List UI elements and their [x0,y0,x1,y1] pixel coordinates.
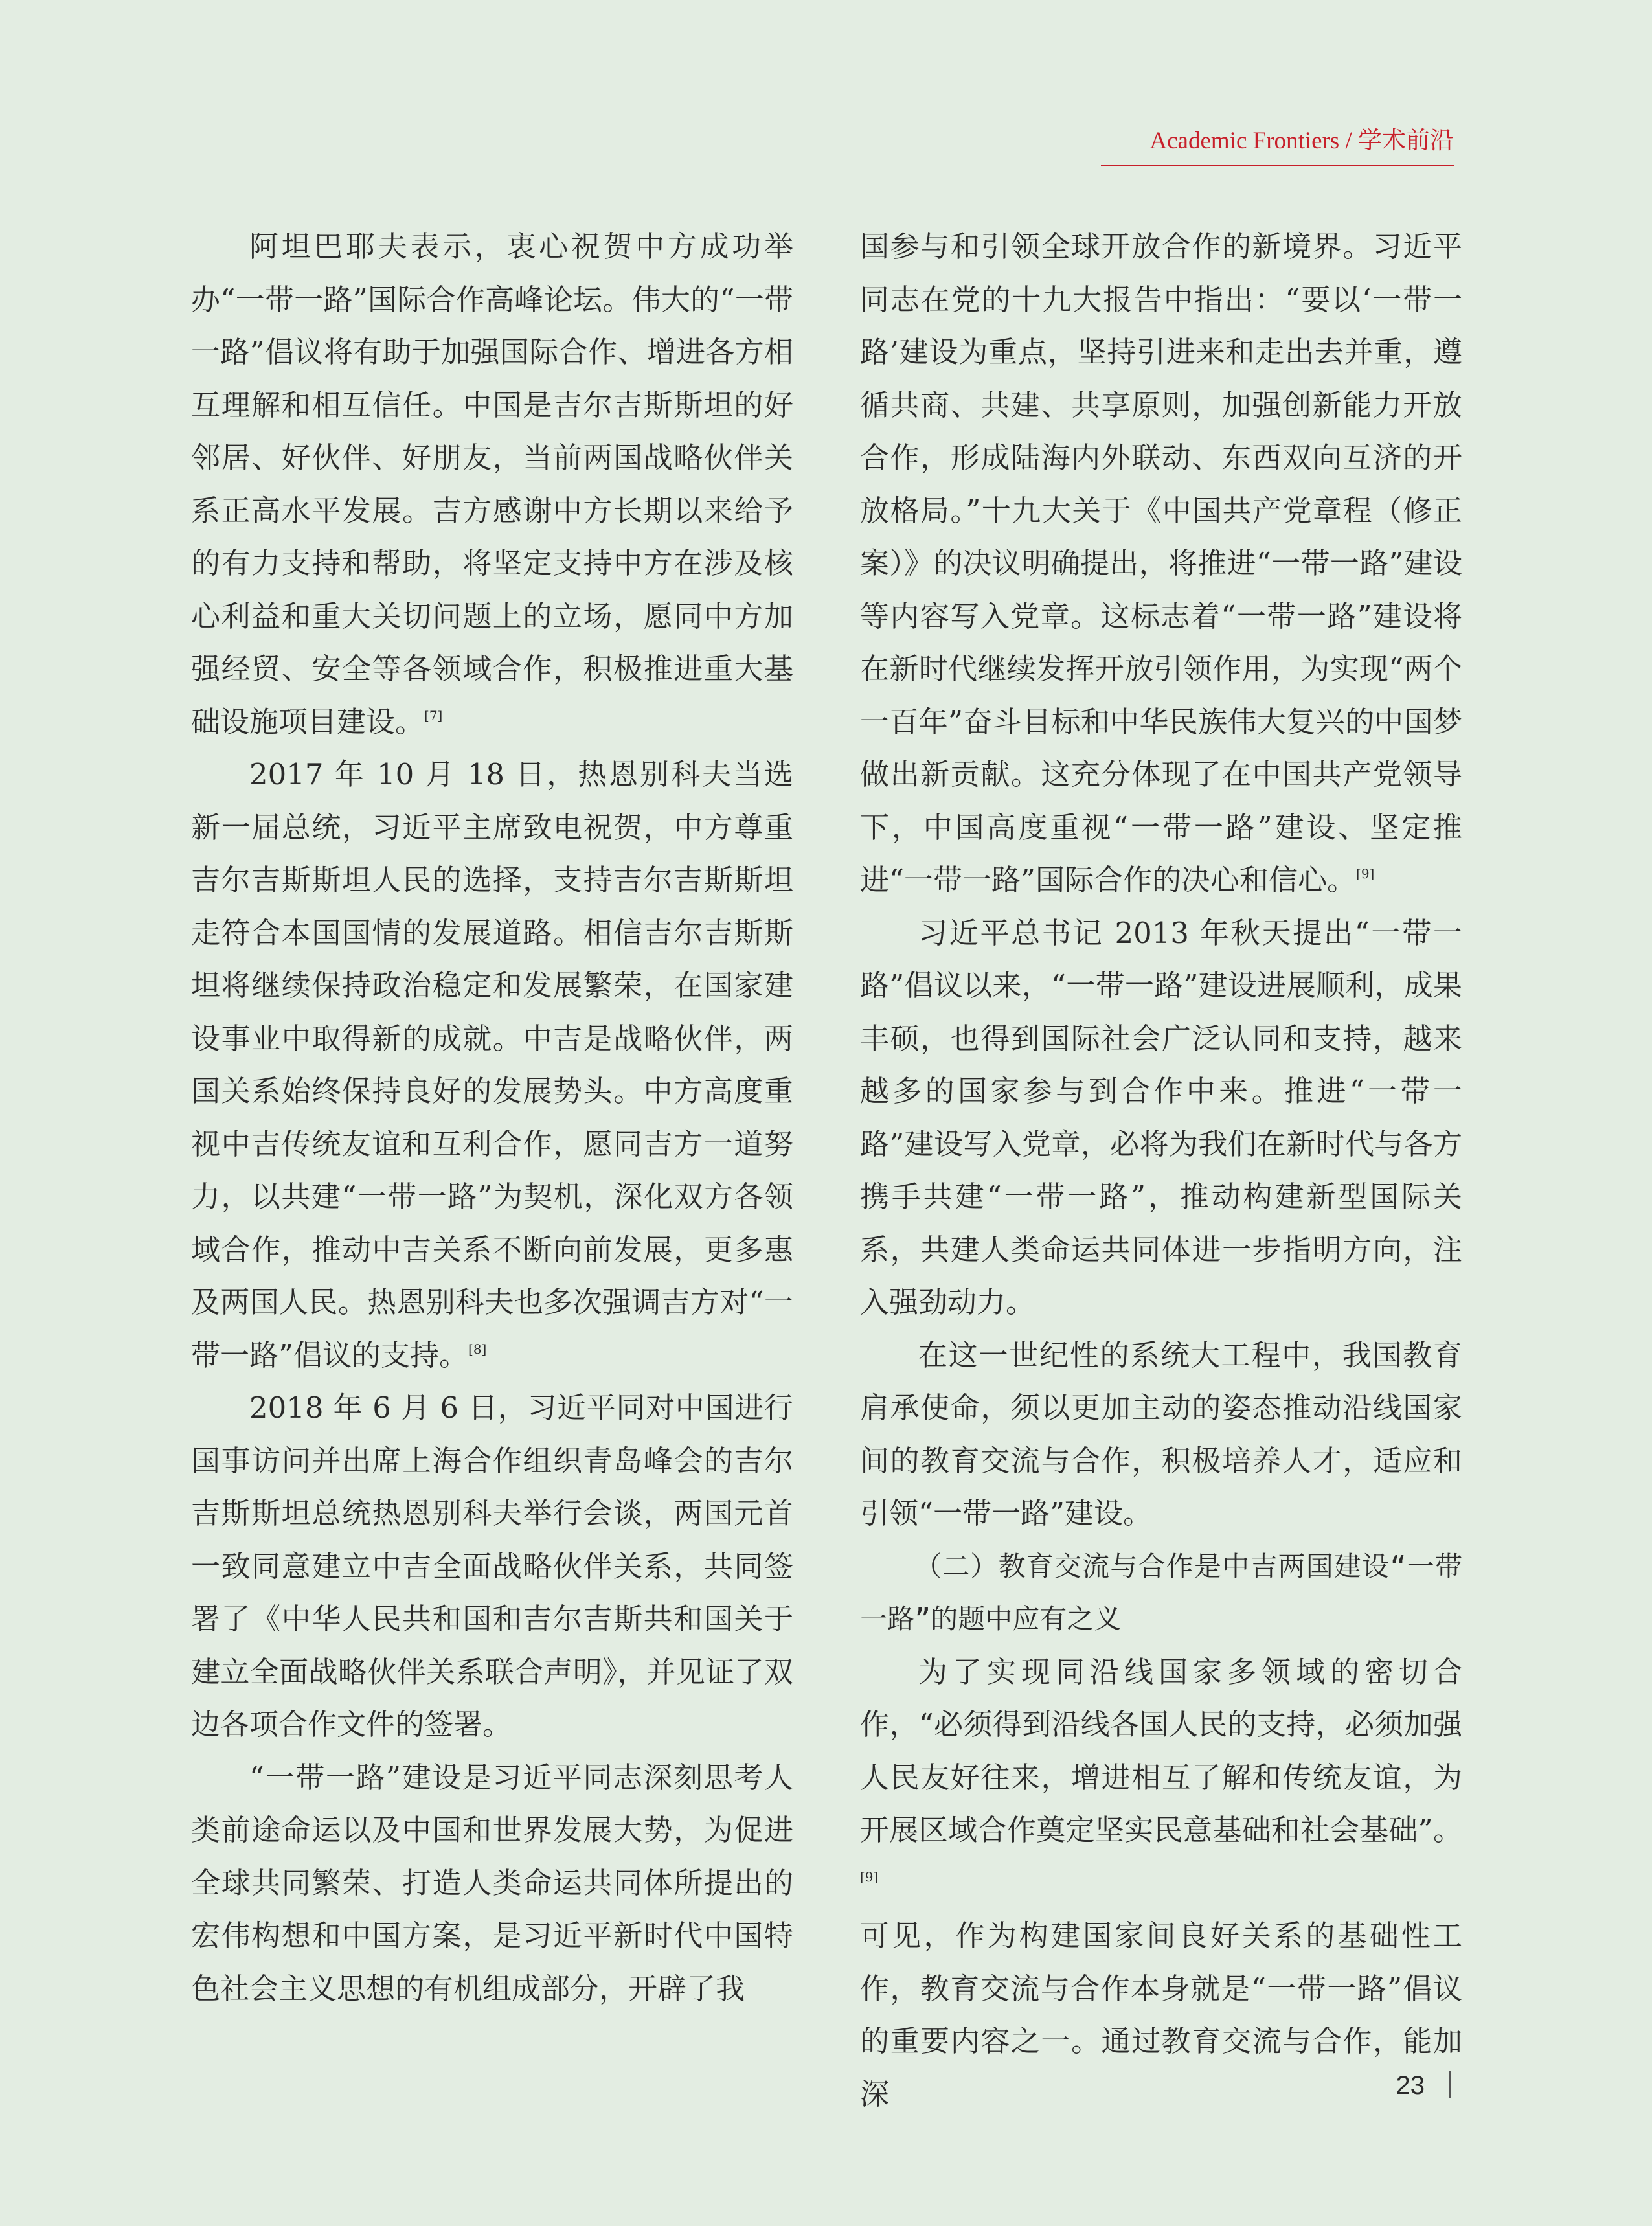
paragraph: 2018 年 6 月 6 日，习近平同对中国进行国事访问并出席上海合作组织青岛峰会的吉尔吉斯斯坦总统热恩别科夫举行会谈，两国元首一致同意建立中吉全面战略伙伴关系，共同签署了《中华人民共和国和吉尔吉斯共和国关于建立全面战略伙伴关系联合声明》，并见证了双边各项合作文件的签署。 [191,1391,793,1742]
left-column [191,220,793,2015]
page-number: 23 [1396,2071,1425,2100]
citation: [8] [468,1341,487,1357]
paragraph: 为了实现同沿线国家多领域的密切合作，“必须得到沿线各国人民的支持，必须加强人民友好往来，增进相互了解和传统友谊，为开展区域合作奠定坚实民意基础和社会基础”。[9] [860,1654,1462,1885]
citation: [7] [424,707,443,723]
paragraph: 国参与和引领全球开放合作的新境界。习近平同志在党的十九大报告中指出：“要以‘一带一路’建设为重点，坚持引进来和走出去并重，遵循共商、共建、共享原则，加强创新能力开放合作，形成陆海内外联动、东西双向互济的开放格局。”十九大关于《中国共产党章程（修正案）》的决议明确提出，将推进“一带一路”建设等内容写入党章。这标志着“一带一路”建设将在新时代继续发挥开放引领作用，为实现“两个一百年”奋斗目标和中华民族伟大复兴的中国梦做出新贡献。这充分体现了在中国共产党领导下，中国高度重视“一带一路”建设、坚定推进“一带一路”国际合作的决心和信心。[9] [860,229,1462,897]
paragraph: 阿坦巴耶夫表示，衷心祝贺中方成功举办“一带一路”国际合作高峰论坛。伟大的“一带一路”倡议将有助于加强国际合作、增进各方相互理解和相互信任。中国是吉尔吉斯斯坦的好邻居、好伙伴、好朋友，当前两国战略伙伴关系正高水平发展。吉方感谢中方长期以来给予的有力支持和帮助，将坚定支持中方在涉及核心利益和重大关切问题上的立场，愿同中方加强经贸、安全等各领域合作，积极推进重大基础设施项目建设。[7] [191,229,793,739]
section-heading: （二）教育交流与合作是中吉两国建设“一带一路”的题中应有之义 [860,1550,1462,1635]
paragraph: 可见，作为构建国家间良好关系的基础性工作，教育交流与合作本身就是“一带一路”倡议的重要内容之一。通过教育交流与合作，能加深 [860,1918,1462,2111]
paragraph: 在这一世纪性的系统大工程中，我国教育肩承使命，须以更加主动的姿态推动沿线国家间的教育交流与合作，积极培养人才，适应和引领“一带一路”建设。 [860,1337,1462,1530]
page-number-divider [1449,2071,1451,2098]
paragraph: “一带一路”建设是习近平同志深刻思考人类前途命运以及中国和世界发展大势，为促进全球共同繁荣、打造人类命运共同体所提出的宏伟构想和中国方案，是习近平新时代中国特色社会主义思想的有机组成部分，开辟了我 [191,1760,793,2006]
paragraph: 习近平总书记 2013 年秋天提出“一带一路”倡议以来，“一带一路”建设进展顺利，成果丰硕，也得到国际社会广泛认同和支持，越来越多的国家参与到合作中来。推进“一带一路”建设写入党章，必将为我们在新时代与各方携手共建“一带一路”，推动构建新型国际关系，共建人类命运共同体进一步指明方向，注入强劲动力。 [860,915,1462,1319]
running-header: Academic Frontiers / 学术前沿 [1149,128,1454,154]
paragraph: 2017 年 10 月 18 日，热恩别科夫当选新一届总统，习近平主席致电祝贺，中方尊重吉尔吉斯斯坦人民的选择，支持吉尔吉斯斯坦走符合本国国情的发展道路。相信吉尔吉斯斯坦将继续保持政治稳定和发展繁荣，在国家建设事业中取得新的成就。中吉是战略伙伴，两国关系始终保持良好的发展势头。中方高度重视中吉传统友谊和互利合作，愿同吉方一道努力，以共建“一带一路”为契机，深化双方各领域合作，推动中吉关系不断向前发展，更多惠及两国人民。热恩别科夫也多次强调吉方对“一带一路”倡议的支持。[8] [191,757,793,1372]
header-rule [1101,165,1454,166]
citation: [9] [860,1868,879,1885]
citation: [9] [1356,866,1375,881]
right-column [860,220,1462,2120]
